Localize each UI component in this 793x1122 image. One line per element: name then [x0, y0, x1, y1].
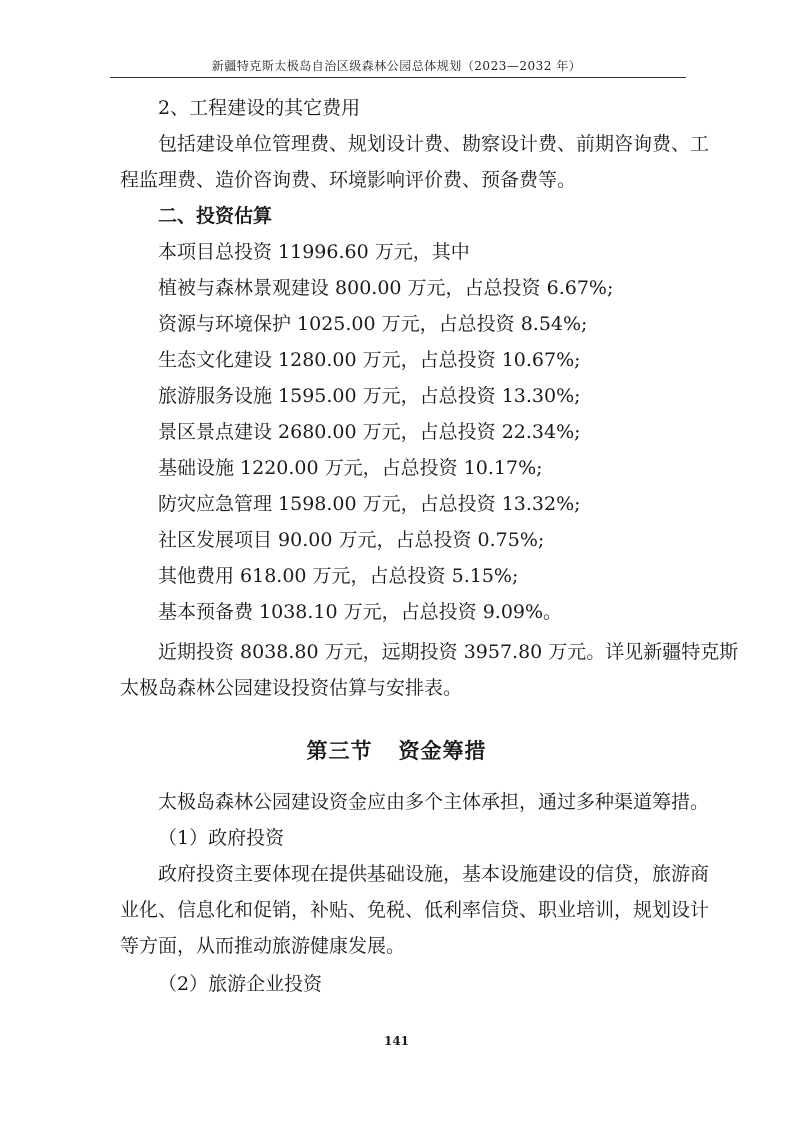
sub1-title: （1）政府投资 — [158, 827, 285, 849]
sub1-line1: 政府投资主要体现在提供基础设施，基本设施建设的信贷，旅游商 — [158, 863, 710, 885]
breakdown-item: 生态文化建设 1280.00 万元，占总投资 10.67%; — [158, 349, 581, 371]
breakdown-item: 植被与森林景观建设 800.00 万元，占总投资 6.67%; — [158, 277, 614, 299]
header-rule — [110, 77, 686, 78]
breakdown-item: 资源与环境保护 1025.00 万元，占总投资 8.54%; — [158, 313, 588, 335]
item2-text-line2: 程监理费、造价咨询费、环境影响评价费、预备费等。 — [120, 169, 577, 191]
breakdown-item: 基础设施 1220.00 万元，占总投资 10.17%; — [158, 457, 543, 479]
sub1-line3: 等方面，从而推动旅游健康发展。 — [120, 935, 406, 957]
section-title-text: 资金筹措 — [398, 738, 487, 763]
page-number: 141 — [383, 1034, 410, 1048]
phases-line2: 太极岛森林公园建设投资估算与安排表。 — [120, 677, 463, 699]
breakdown-item: 基本预备费 1038.10 万元，占总投资 9.09%。 — [158, 601, 563, 623]
sub2-title: （2）旅游企业投资 — [158, 973, 323, 995]
item2-title: 2、工程建设的其它费用 — [158, 97, 361, 119]
breakdown-item: 社区发展项目 90.00 万元，占总投资 0.75%; — [158, 529, 545, 551]
sub1-line2: 业化、信息化和促销，补贴、免税、低利率信贷、职业培训，规划设计 — [120, 899, 710, 921]
funding-intro: 太极岛森林公园建设资金应由多个主体承担，通过多种渠道筹措。 — [158, 791, 710, 813]
running-header: 新疆特克斯太极岛自治区级森林公园总体规划（2023—2032 年） — [211, 59, 582, 73]
item2-text-line1: 包括建设单位管理费、规划设计费、勘察设计费、前期咨询费、工 — [158, 133, 710, 155]
breakdown-item: 旅游服务设施 1595.00 万元，占总投资 13.30%; — [158, 385, 581, 407]
total-investment: 本项目总投资 11996.60 万元，其中 — [158, 241, 470, 263]
breakdown-item: 其他费用 618.00 万元，占总投资 5.15%; — [158, 565, 519, 587]
section2-heading: 二、投资估算 — [158, 205, 273, 227]
breakdown-item: 景区景点建设 2680.00 万元，占总投资 22.34%; — [158, 421, 581, 443]
phases-line1: 近期投资 8038.80 万元，远期投资 3957.80 万元。详见新疆特克斯 — [158, 641, 739, 663]
breakdown-item: 防灾应急管理 1598.00 万元，占总投资 13.32%; — [158, 493, 581, 515]
section-title-number: 第三节 — [306, 738, 373, 763]
section-title — [0, 735, 793, 765]
